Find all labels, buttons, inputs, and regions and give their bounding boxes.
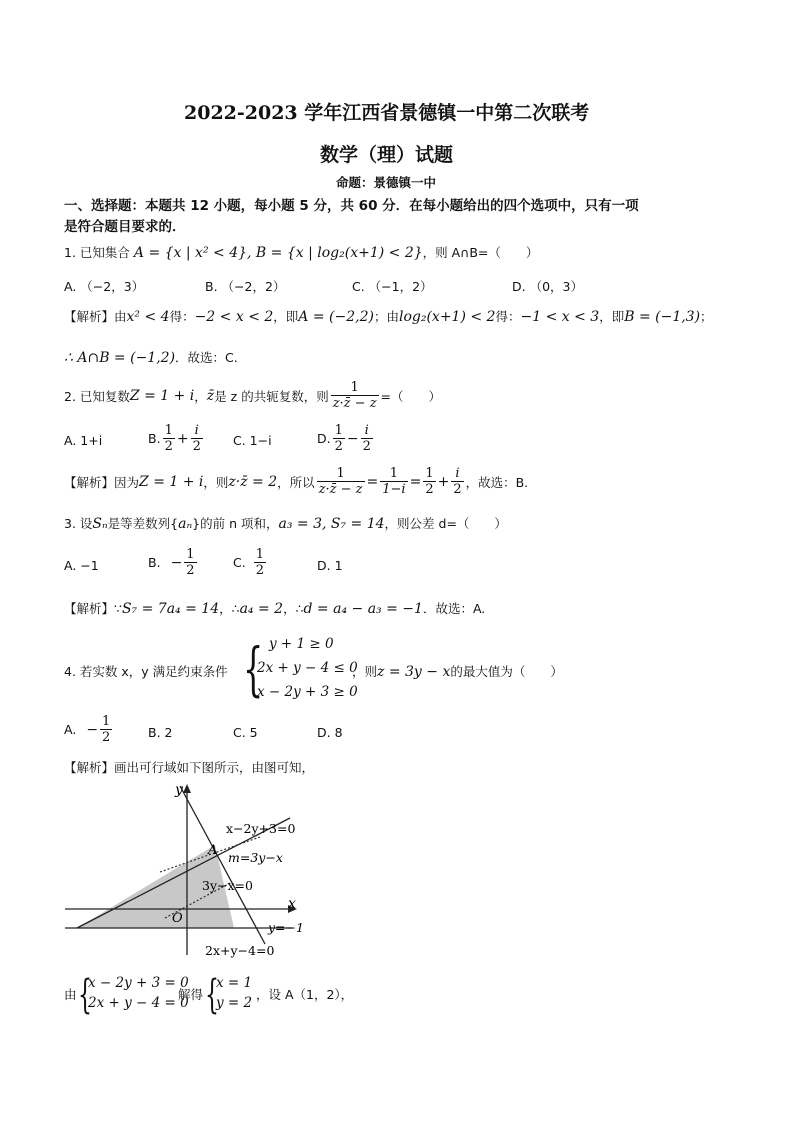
q1-set-a: A = {x | x² < 4} bbox=[133, 245, 248, 261]
text: 得： bbox=[495, 309, 521, 324]
brace-icon: { bbox=[243, 635, 264, 703]
math: B = (−1,3) bbox=[624, 309, 701, 325]
math: a₄ = 2 bbox=[239, 601, 284, 617]
numerator: 1 bbox=[334, 423, 343, 438]
brace-icon: { bbox=[78, 972, 92, 1018]
math: z̄ bbox=[206, 387, 215, 404]
section-heading-cont: 是符合题目要求的． bbox=[64, 219, 186, 235]
math: Z = 1 + i bbox=[129, 387, 195, 404]
fraction bbox=[184, 547, 196, 578]
denominator: 2 bbox=[164, 439, 173, 454]
text: 【解析】∵ bbox=[64, 601, 122, 616]
numerator: 1 bbox=[425, 466, 434, 481]
label: C. bbox=[233, 555, 246, 570]
constraint-2: 2x + y − 4 ≤ 0 bbox=[257, 660, 358, 676]
q4-option-a: A. − $\frac{1}{2}$ bbox=[64, 714, 111, 745]
text: ； bbox=[700, 309, 713, 324]
constraint-3: x − 2y + 3 ≥ 0 bbox=[257, 684, 358, 700]
text: ．故选：C. bbox=[175, 350, 238, 365]
math: a₃ = 3, S₇ = 14 bbox=[278, 516, 385, 532]
fraction bbox=[423, 466, 435, 497]
origin-label: O bbox=[172, 911, 183, 926]
fraction bbox=[254, 547, 266, 578]
math: Sₙ bbox=[92, 516, 108, 532]
fraction bbox=[191, 423, 203, 454]
fraction bbox=[333, 423, 345, 454]
line-label-1: x−2y+3=0 bbox=[226, 821, 296, 836]
page-subtitle: 数学（理）试题 bbox=[320, 144, 454, 166]
q2-option-d bbox=[317, 423, 375, 454]
line-label-2: m=3y−x bbox=[228, 850, 283, 865]
label: B. bbox=[148, 431, 161, 446]
q4-stem-end bbox=[352, 662, 563, 680]
question-1 bbox=[64, 243, 538, 261]
text: 【解析】由 bbox=[64, 309, 127, 324]
denominator: 2 bbox=[192, 439, 201, 454]
question-4: 4. 若实数 x，y 满足约束条件 bbox=[64, 664, 228, 679]
math: z·z̄ = 2 bbox=[228, 473, 278, 490]
question-2 bbox=[64, 380, 441, 411]
numerator: 1 bbox=[186, 547, 195, 562]
label: B. bbox=[148, 555, 161, 570]
text: 3. 设 bbox=[64, 516, 93, 531]
y-axis-arrow-icon bbox=[183, 784, 191, 793]
denominator: 2 bbox=[334, 439, 343, 454]
q1-option-a: A. （−2，3） bbox=[64, 279, 145, 294]
operator: + bbox=[176, 430, 189, 447]
numerator: 1 bbox=[350, 380, 359, 395]
q1-option-b: B. （−2，2） bbox=[205, 279, 286, 294]
constraint-system bbox=[257, 632, 358, 704]
math: z = 3y − x bbox=[377, 664, 451, 680]
math: log₂(x+1) < 2 bbox=[398, 309, 496, 325]
q3-option-d: D. 1 bbox=[317, 558, 343, 573]
text: 的最大值为（ ） bbox=[450, 664, 563, 679]
math: Z = 1 + i bbox=[139, 473, 204, 490]
text: 是等差数列{ bbox=[107, 516, 179, 531]
text: 2. 已知复数 bbox=[64, 388, 130, 404]
q2-solution: 【解析】因为 Z = 1 + i ，则 z·z̄ = 2 ，所以 $\frac{1}{z\cdot z̄ - z}$ = $\frac{1}{1-i}$ = $\frac{1}{2}$ + $\frac{i}{2}$ ，故选：B. bbox=[64, 466, 529, 497]
solution-y: y = 2 bbox=[216, 995, 253, 1011]
q1-option-d: D. （0，3） bbox=[512, 279, 583, 294]
denominator: 2 bbox=[255, 563, 264, 578]
solution-system-right bbox=[216, 973, 252, 1013]
numerator: i bbox=[194, 423, 199, 438]
x-axis-label: x bbox=[288, 896, 296, 912]
math: −1 < x < 3 bbox=[520, 309, 600, 325]
text: 得： bbox=[169, 309, 195, 324]
q4-solved-text: 解得 bbox=[178, 987, 204, 1002]
feasible-region-graph bbox=[60, 780, 320, 970]
q4-solution-intro: 【解析】画出可行域如下图所示，由图可知， bbox=[64, 760, 315, 775]
line-label-4: y=−1 bbox=[268, 920, 304, 935]
text: ，则公差 d=（ ） bbox=[384, 516, 507, 531]
line-label-3: 3y−x=0 bbox=[202, 878, 253, 893]
q1-solution-line2 bbox=[64, 348, 238, 366]
math: d = a₄ − a₃ = −1 bbox=[303, 601, 423, 617]
text: ．故选：A. bbox=[422, 601, 486, 616]
q1-solution-line1 bbox=[64, 307, 713, 325]
denominator: 1−i bbox=[382, 482, 406, 497]
q4-option-b: B. 2 bbox=[148, 725, 173, 740]
q3-option-a: A. −1 bbox=[64, 558, 99, 573]
text: ，∴ bbox=[219, 601, 240, 616]
denominator: 2 bbox=[453, 482, 462, 497]
question-3 bbox=[64, 514, 507, 532]
numerator: 1 bbox=[164, 423, 173, 438]
fraction bbox=[361, 423, 373, 454]
math: A = (−2,2) bbox=[298, 309, 374, 325]
q2-option-c: C. 1−i bbox=[233, 433, 272, 448]
math: ∴ A∩B = (−1,2) bbox=[64, 350, 176, 366]
q3-option-b: B. − $\frac{1}{2}$ bbox=[148, 547, 195, 578]
text: =（ ） bbox=[380, 388, 442, 404]
fraction bbox=[100, 714, 112, 745]
denominator: 2 bbox=[362, 439, 371, 454]
text: ，则 bbox=[203, 474, 229, 490]
text: ；由 bbox=[373, 309, 399, 324]
numerator: 1 bbox=[336, 466, 345, 481]
solution-x: x = 1 bbox=[216, 975, 253, 991]
text: ，即 bbox=[273, 309, 299, 324]
math: aₙ bbox=[178, 516, 193, 532]
q2-option-a: A. 1+i bbox=[64, 433, 103, 448]
fraction bbox=[317, 466, 365, 497]
equation-2: 2x + y − 4 = 0 bbox=[88, 995, 189, 1011]
q1-stem: 1. 已知集合 bbox=[64, 245, 130, 260]
text: ，则 bbox=[352, 664, 378, 679]
equation-1: x − 2y + 3 = 0 bbox=[88, 975, 189, 991]
q3-option-c bbox=[233, 547, 268, 578]
denominator: z·z̄ − z bbox=[318, 482, 363, 497]
point-a-label: A bbox=[208, 843, 218, 858]
fraction bbox=[451, 466, 463, 497]
q1-set-b: , B = {x | log₂(x+1) < 2} bbox=[247, 245, 423, 261]
brace-icon: { bbox=[205, 972, 219, 1018]
section-heading: 一、选择题：本题共 12 小题，每小题 5 分，共 60 分．在每小题给出的四个选项中，只有一项 bbox=[64, 198, 639, 214]
q4-point-a: ，设 A（1，2）， bbox=[256, 987, 354, 1002]
line-label-5: 2x+y−4=0 bbox=[205, 943, 275, 958]
q2-option-b bbox=[148, 423, 205, 454]
numerator: 1 bbox=[102, 714, 111, 729]
text: 是 z 的共轭复数，则 bbox=[214, 388, 329, 404]
text: ，故选：B. bbox=[465, 474, 529, 490]
label: D. bbox=[317, 431, 331, 446]
q1-option-c: C. （−1，2） bbox=[352, 279, 433, 294]
label: A. bbox=[64, 722, 77, 737]
math: S₇ = 7a₄ = 14 bbox=[121, 601, 220, 617]
denominator: 2 bbox=[102, 730, 111, 745]
math: x² < 4 bbox=[126, 309, 170, 325]
operator: − bbox=[346, 430, 359, 447]
page-title: 2022-2023 学年江西省景德镇一中第二次联考 bbox=[184, 102, 590, 124]
math: −2 < x < 2 bbox=[194, 309, 274, 325]
numerator: i bbox=[364, 423, 369, 438]
text: }的前 n 项和， bbox=[192, 516, 279, 531]
denominator: 2 bbox=[186, 563, 195, 578]
text: ，所以 bbox=[277, 474, 315, 490]
text: ， bbox=[194, 388, 207, 404]
text: ，∴ bbox=[283, 601, 304, 616]
fraction bbox=[380, 466, 407, 497]
y-axis-label: y bbox=[175, 782, 183, 798]
q1-stem-end: ，则 A∩B=（ ） bbox=[422, 245, 539, 260]
fraction bbox=[163, 423, 175, 454]
fraction bbox=[331, 380, 379, 411]
numerator: 1 bbox=[255, 547, 264, 562]
numerator: 1 bbox=[389, 466, 399, 481]
denominator: 2 bbox=[425, 482, 434, 497]
q3-solution bbox=[64, 599, 485, 617]
q4-option-c: C. 5 bbox=[233, 725, 258, 740]
q4-option-d: D. 8 bbox=[317, 725, 343, 740]
constraint-1: y + 1 ≥ 0 bbox=[269, 636, 334, 652]
solution-system-left bbox=[88, 973, 189, 1013]
q4-solution-prefix: 由 bbox=[64, 987, 77, 1002]
author-line: 命题：景德镇一中 bbox=[336, 175, 437, 190]
denominator: z·z̄ − z bbox=[332, 396, 377, 411]
numerator: i bbox=[455, 466, 460, 481]
text: ，即 bbox=[599, 309, 625, 324]
text: 【解析】因为 bbox=[64, 474, 140, 490]
